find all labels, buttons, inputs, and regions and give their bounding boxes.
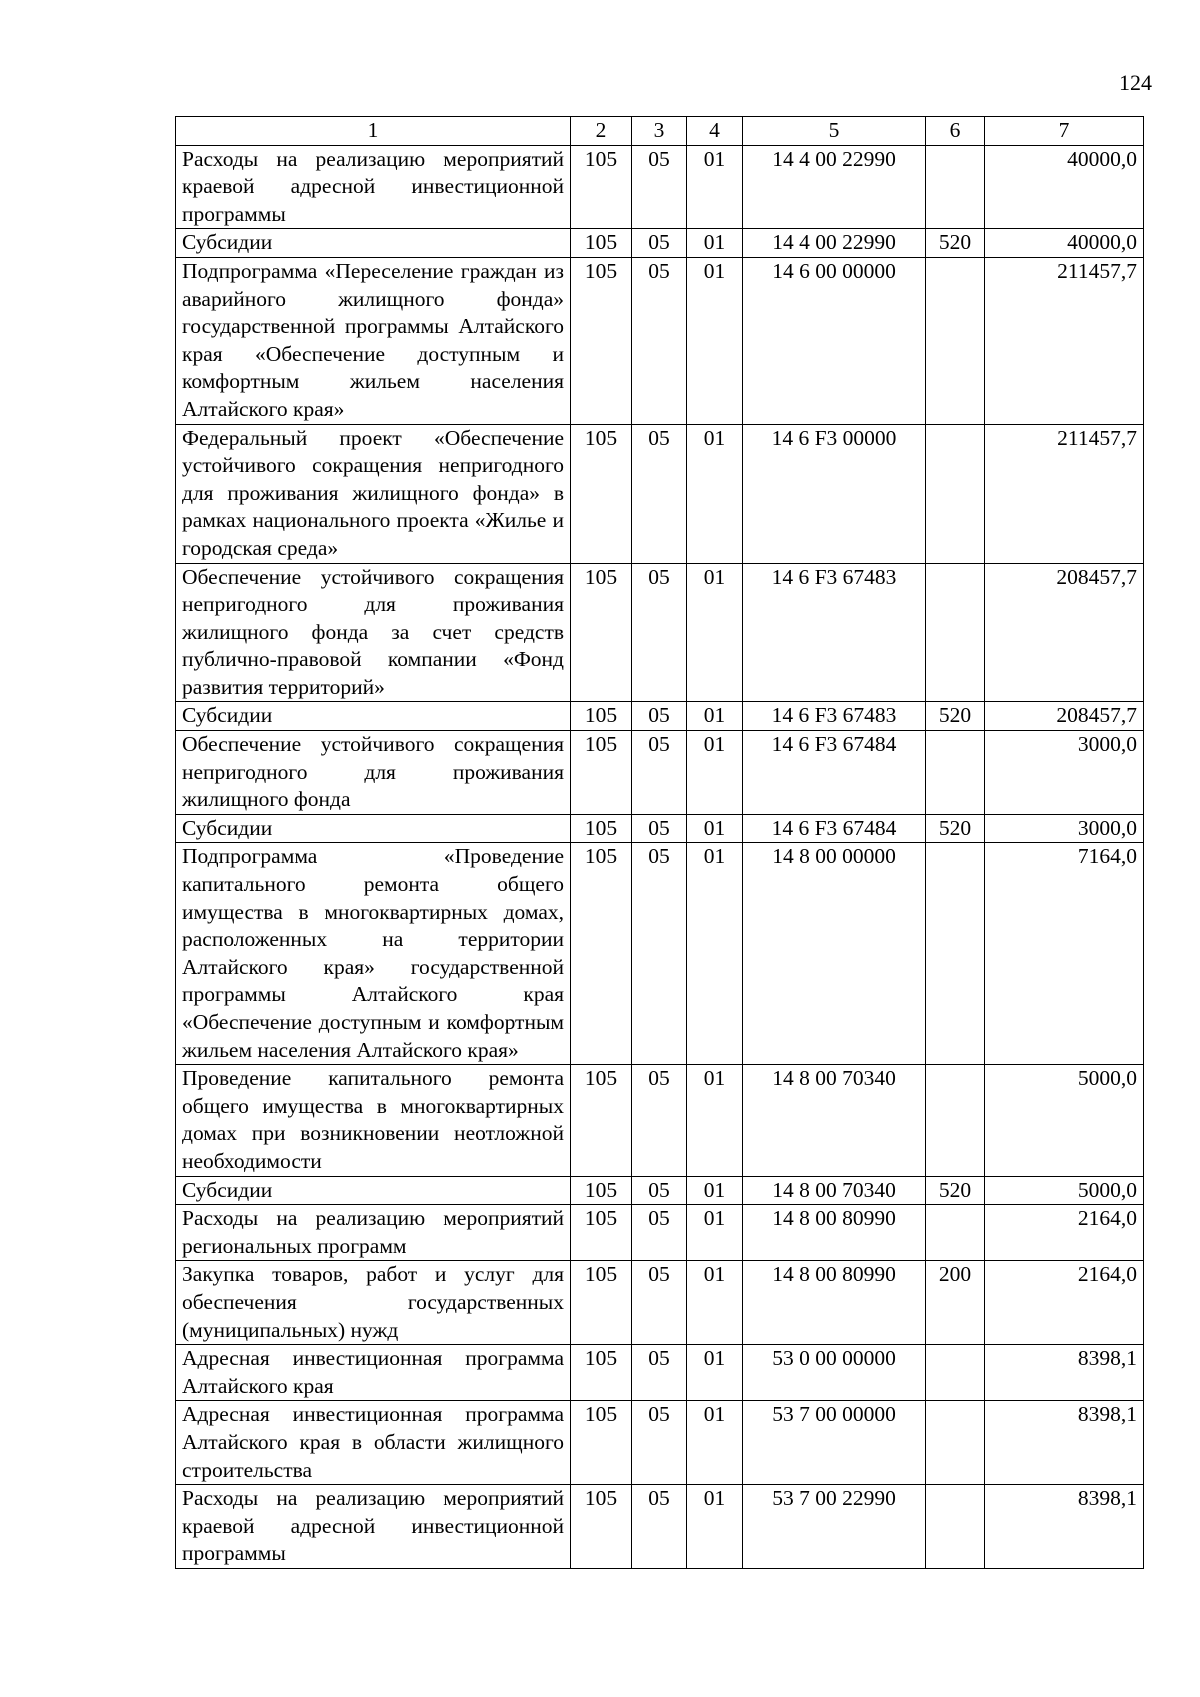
cell-col-2: 105 xyxy=(571,814,632,843)
cell-amount: 208457,7 xyxy=(985,702,1144,731)
cell-col-3: 05 xyxy=(632,257,687,424)
row-description: Субсидии xyxy=(176,702,571,731)
cell-col-4: 01 xyxy=(687,1345,743,1401)
header-row xyxy=(176,117,1144,146)
cell-col-2: 105 xyxy=(571,257,632,424)
cell-col-3: 05 xyxy=(632,229,687,258)
cell-col-6: 200 xyxy=(926,1261,985,1345)
cell-amount: 8398,1 xyxy=(985,1401,1144,1485)
table-row xyxy=(176,145,1144,229)
cell-col-6: 520 xyxy=(926,814,985,843)
cell-col-5: 14 6 F3 67483 xyxy=(743,563,926,702)
cell-col-5: 14 6 F3 67484 xyxy=(743,814,926,843)
cell-col-4: 01 xyxy=(687,229,743,258)
cell-col-6 xyxy=(926,1401,985,1485)
table-row xyxy=(176,1345,1144,1401)
column-header: 5 xyxy=(743,117,926,146)
cell-col-4: 01 xyxy=(687,731,743,815)
cell-col-2: 105 xyxy=(571,145,632,229)
cell-col-5: 53 7 00 22990 xyxy=(743,1485,926,1569)
cell-col-4: 01 xyxy=(687,1401,743,1485)
cell-col-3: 05 xyxy=(632,1345,687,1401)
cell-col-6: 520 xyxy=(926,702,985,731)
page-number: 124 xyxy=(1119,70,1152,95)
cell-amount: 2164,0 xyxy=(985,1261,1144,1345)
cell-col-6 xyxy=(926,1205,985,1261)
cell-col-3: 05 xyxy=(632,814,687,843)
table-row xyxy=(176,1065,1144,1176)
cell-col-4: 01 xyxy=(687,1176,743,1205)
cell-col-4: 01 xyxy=(687,1485,743,1569)
row-description: Адресная инвестиционная программа Алтайского края xyxy=(176,1345,571,1401)
cell-col-6 xyxy=(926,1065,985,1176)
row-description: Обеспечение устойчивого сокращения непригодного для проживания жилищного фонда за счет средств публично-правовой компании «Фонд развития территорий» xyxy=(176,563,571,702)
cell-col-3: 05 xyxy=(632,145,687,229)
cell-col-3: 05 xyxy=(632,1401,687,1485)
cell-amount: 211457,7 xyxy=(985,257,1144,424)
cell-col-2: 105 xyxy=(571,1261,632,1345)
cell-amount: 8398,1 xyxy=(985,1345,1144,1401)
row-description: Субсидии xyxy=(176,814,571,843)
cell-col-3: 05 xyxy=(632,843,687,1065)
cell-col-2: 105 xyxy=(571,702,632,731)
cell-col-3: 05 xyxy=(632,563,687,702)
cell-col-2: 105 xyxy=(571,1205,632,1261)
row-description: Расходы на реализацию мероприятий краевой адресной инвестиционной программы xyxy=(176,145,571,229)
row-description: Подпрограмма «Проведение капитального ремонта общего имущества в многоквартирных домах, расположенных на территории Алтайского края» государственной программы Алтайского края «Обеспечение доступным и комфортным жильем населения Алтайского края» xyxy=(176,843,571,1065)
row-description: Закупка товаров, работ и услуг для обеспечения государственных (муниципальных) нужд xyxy=(176,1261,571,1345)
cell-amount: 40000,0 xyxy=(985,145,1144,229)
cell-col-2: 105 xyxy=(571,563,632,702)
row-description: Субсидии xyxy=(176,229,571,258)
table-row xyxy=(176,702,1144,731)
cell-col-2: 105 xyxy=(571,424,632,563)
cell-col-4: 01 xyxy=(687,814,743,843)
cell-col-5: 14 8 00 70340 xyxy=(743,1065,926,1176)
cell-col-5: 14 6 F3 67484 xyxy=(743,731,926,815)
cell-col-5: 14 8 00 00000 xyxy=(743,843,926,1065)
cell-amount: 3000,0 xyxy=(985,731,1144,815)
cell-col-3: 05 xyxy=(632,424,687,563)
table-row xyxy=(176,563,1144,702)
cell-amount: 8398,1 xyxy=(985,1485,1144,1569)
cell-col-5: 14 6 F3 00000 xyxy=(743,424,926,563)
cell-col-4: 01 xyxy=(687,145,743,229)
table-row xyxy=(176,1205,1144,1261)
cell-col-6 xyxy=(926,424,985,563)
row-description: Расходы на реализацию мероприятий краевой адресной инвестиционной программы xyxy=(176,1485,571,1569)
row-description: Проведение капитального ремонта общего имущества в многоквартирных домах при возникновении неотложной необходимости xyxy=(176,1065,571,1176)
cell-col-5: 53 7 00 00000 xyxy=(743,1401,926,1485)
row-description: Подпрограмма «Переселение граждан из аварийного жилищного фонда» государственной программы Алтайского края «Обеспечение доступным и комфортным жильем населения Алтайского края» xyxy=(176,257,571,424)
table-row xyxy=(176,814,1144,843)
cell-col-6 xyxy=(926,257,985,424)
table-row xyxy=(176,1176,1144,1205)
cell-amount: 40000,0 xyxy=(985,229,1144,258)
cell-col-6: 520 xyxy=(926,1176,985,1205)
cell-col-5: 14 4 00 22990 xyxy=(743,229,926,258)
cell-col-6 xyxy=(926,1485,985,1569)
cell-col-6 xyxy=(926,731,985,815)
row-description: Расходы на реализацию мероприятий региональных программ xyxy=(176,1205,571,1261)
row-description: Федеральный проект «Обеспечение устойчивого сокращения непригодного для проживания жилищного фонда» в рамках национального проекта «Жилье и городская среда» xyxy=(176,424,571,563)
cell-col-2: 105 xyxy=(571,1401,632,1485)
cell-col-5: 14 8 00 80990 xyxy=(743,1261,926,1345)
column-header: 6 xyxy=(926,117,985,146)
cell-col-3: 05 xyxy=(632,1485,687,1569)
table-row xyxy=(176,1261,1144,1345)
row-description: Обеспечение устойчивого сокращения непригодного для проживания жилищного фонда xyxy=(176,731,571,815)
table-row xyxy=(176,1401,1144,1485)
cell-col-5: 53 0 00 00000 xyxy=(743,1345,926,1401)
cell-col-6: 520 xyxy=(926,229,985,258)
row-description: Адресная инвестиционная программа Алтайского края в области жилищного строительства xyxy=(176,1401,571,1485)
cell-amount: 5000,0 xyxy=(985,1176,1144,1205)
table-row xyxy=(176,843,1144,1065)
row-description: Субсидии xyxy=(176,1176,571,1205)
table-row xyxy=(176,1485,1144,1569)
cell-col-4: 01 xyxy=(687,843,743,1065)
cell-col-3: 05 xyxy=(632,1065,687,1176)
cell-amount: 2164,0 xyxy=(985,1205,1144,1261)
cell-col-2: 105 xyxy=(571,843,632,1065)
cell-col-4: 01 xyxy=(687,563,743,702)
cell-col-4: 01 xyxy=(687,1261,743,1345)
cell-col-5: 14 6 F3 67483 xyxy=(743,702,926,731)
cell-col-3: 05 xyxy=(632,1261,687,1345)
table-row xyxy=(176,424,1144,563)
cell-col-2: 105 xyxy=(571,1485,632,1569)
cell-col-2: 105 xyxy=(571,229,632,258)
column-header: 2 xyxy=(571,117,632,146)
cell-col-2: 105 xyxy=(571,1065,632,1176)
table-row xyxy=(176,731,1144,815)
cell-amount: 3000,0 xyxy=(985,814,1144,843)
cell-amount: 211457,7 xyxy=(985,424,1144,563)
cell-col-4: 01 xyxy=(687,257,743,424)
table-row xyxy=(176,257,1144,424)
cell-col-3: 05 xyxy=(632,1176,687,1205)
cell-col-4: 01 xyxy=(687,424,743,563)
cell-col-5: 14 8 00 70340 xyxy=(743,1176,926,1205)
column-header: 7 xyxy=(985,117,1144,146)
column-header: 4 xyxy=(687,117,743,146)
column-header: 1 xyxy=(176,117,571,146)
cell-col-4: 01 xyxy=(687,1065,743,1176)
cell-col-2: 105 xyxy=(571,731,632,815)
cell-col-2: 105 xyxy=(571,1345,632,1401)
cell-amount: 7164,0 xyxy=(985,843,1144,1065)
cell-col-6 xyxy=(926,563,985,702)
cell-col-3: 05 xyxy=(632,702,687,731)
cell-col-3: 05 xyxy=(632,731,687,815)
cell-col-2: 105 xyxy=(571,1176,632,1205)
cell-col-6 xyxy=(926,843,985,1065)
cell-col-6 xyxy=(926,145,985,229)
cell-amount: 5000,0 xyxy=(985,1065,1144,1176)
cell-col-6 xyxy=(926,1345,985,1401)
table-row xyxy=(176,229,1144,258)
cell-amount: 208457,7 xyxy=(985,563,1144,702)
cell-col-5: 14 4 00 22990 xyxy=(743,145,926,229)
cell-col-5: 14 6 00 00000 xyxy=(743,257,926,424)
budget-table xyxy=(175,116,1144,1569)
cell-col-5: 14 8 00 80990 xyxy=(743,1205,926,1261)
cell-col-4: 01 xyxy=(687,702,743,731)
column-header: 3 xyxy=(632,117,687,146)
cell-col-3: 05 xyxy=(632,1205,687,1261)
cell-col-4: 01 xyxy=(687,1205,743,1261)
